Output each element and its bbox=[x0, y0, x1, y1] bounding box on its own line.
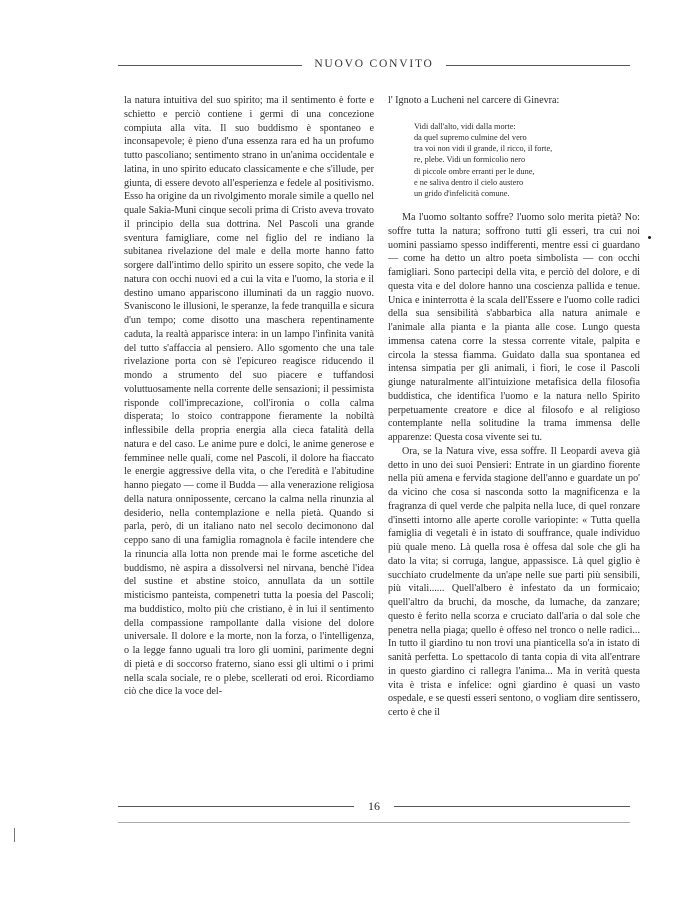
poem-intro: l' Ignoto a Lucheni nel carcere di Ginevra: bbox=[388, 95, 560, 106]
header-rule-right bbox=[446, 65, 630, 66]
header-rule-left bbox=[118, 65, 302, 66]
poem-line: re, plebe. Vidi un formicolio nero bbox=[414, 155, 526, 165]
footer-rule-left bbox=[118, 806, 354, 807]
poem-line: tra voi non vidi il grande, il ricco, il forte, bbox=[414, 144, 553, 154]
running-header bbox=[118, 54, 630, 74]
poem-line: Vidi dall'alto, vidi dalla morte: bbox=[414, 121, 516, 131]
margin-mark bbox=[648, 236, 651, 239]
footer-rule-right bbox=[394, 806, 630, 807]
right-paragraph-3: Ora, se la Natura vive, essa soffre. Il Leopardi aveva già detto in uno dei suoi Pensieri: Entrate in un giardino fiorente nella più amena e fervida stagione dell'anno e guardate un po' da vicino che cosa si nasconda sotto la magnificenza e la fragranza di quel verde che palpita nella luce, di quel ronzare d'insetti intorno alle aperte corolle variopinte: « Tutta quella famiglia di vegetali è in istato di souffrance, quale individuo più quale meno. Là quella rosa è offesa dal sole che gli ha dato la vita; si corruga, langue, appassisce. Là quel giglio è succhiato crudelmente da un'ape nelle sue parti più sensibili, più vitali...... Quell'albero è infestato da un formicaio; quell'altro da bruchi, da mosche, da lumache, da zanzare; questo è ferito nella scorza e cruciato dall'aria o dal sole che penetra nella piaga; quello è offeso nel tronco o nelle radici... In tutto il giardino tu non trovi una pianticella so'a in istato di sanità perfetta. Lo spettacolo di tanta copia di vita all'entrare in questo giardino ci rallegra l'anima... Ma in verità questa vita è trista e infelice: ogni giardino è quasi un vasto ospedale, e se questi esseri sentono, o vogliam dire sentissero, certo è che il bbox=[388, 445, 640, 719]
page-footer bbox=[118, 796, 630, 816]
binding-mark bbox=[14, 828, 15, 842]
journal-title: NUOVO CONVITO bbox=[314, 58, 434, 70]
footer-bottom-rule bbox=[118, 822, 630, 823]
poem-line: e ne saliva dentro il cielo austero bbox=[414, 177, 524, 187]
poem-line: di piccole ombre erranti per le dune, bbox=[414, 166, 535, 176]
left-column bbox=[124, 94, 374, 699]
poem-line: un grido d'infelicità comune. bbox=[414, 188, 510, 198]
right-column bbox=[388, 94, 640, 720]
left-paragraph: la natura intuitiva del suo spirito; ma il sentimento è forte e schietto e perciò contiene i germi di una concezione compiuta alla vita. Il suo buddismo è spontaneo e inconsapevole; è pieno d'una essenza rara ed ha un profumo tutto pascoliano; sentimento strano in un'anima occidentale e latina, in uno spirito educato classicamente e che s'illude, per giunta, di essere devoto all'esperienza e fedele al positivismo. Esso ha origine da un rivolgimento morale simile a quello nel quale Sakia-Muni cinque secoli prima di Cristo aveva trovato il principio della sua dottrina. Nel Pascoli una grande sventura famigliare, come nel figlio del re indiano la subitanea rivelazione del male e della morte hanno fatto sorgere dall'intimo dello spirito un essere sopito, che vede la natura con occhi nuovi ed a cui la vita e l'uomo, la storia e il destino umano appariscono illuminati da un raggio nuovo. Svaniscono le illusioni, le speranze, la fede tranquilla e sicura d'un tempo; come disotto una maschera repentinamente caduta, la realtà apparisce intera: in un lampo l'infinita vanità del tutto s'affaccia al pensiero. Allo sgomento che una tale rivelazione porta con sè l'epicureo reagisce riducendo il mondo a strumento del suo piacere e tuffandosi voluttuosamente nella corrente delle sensazioni; il pessimista risponde coll'imprecazione, coll'ironia o colla calma disperata; lo stoico contrappone fieramente la nobiltà inflessibile della propria energia alla cieca fatalità della natura e del caso. Le anime pure e dolci, le anime generose e femminee nelle quali, come nel Pascoli, il dolore ha fiaccato le energie aggressive della vita, o che l'eredità e l'abitudine hanno piegato — come il Budda — alla venerazione religiosa della natura onnipossente, cercano la calma nella rinunzia al desiderio, nella contemplazione e nella pietà. Quando si parla, però, di un italiano nato nel secolo decimonono dal ceppo sano di una famiglia romagnola è facile intendere che la rinuncia alla lotta non prende mai le forme ascetiche del buddismo, nè aspira a dissolversi nel nirvana, benchè l'idea del sustine et abstine stoico, annullata da un sottile misticismo panteista, compenetri tutta la poesia del Pascoli; ma buddistico, molto più che cristiano, è in lui il sentimento della compassione rampollante dalla visione del dolore universale. Il dolore e la morte, non la forza, o l'intelligenza, o la legge fanno uguali tra loro gli uomini, parimente degni di pietà e di soccorso fraterno, siano essi gli ultimi o i primi nella scala sociale, re o plebe, scellerati od eroi. Ricordiamo ciò che dice la voce del- bbox=[124, 95, 374, 698]
right-paragraph-2: Ma l'uomo soltanto soffre? l'uomo solo merita pietà? No: soffre tutta la natura; soffrono tutti gli esseri, tra cui noi uomini passiamo spesso indifferenti, mentre essi ci guardano — come ha detto un altro poeta simbolista — con occhi famigliari. Sono partecipi della vita, e perciò del dolore, e di questa vita e del dolore hanno una coscienza pallida e tenue. Unica e ininterrotta è la scala dell'Essere e l'uomo colle radici della sua sensibilità s'abbarbica alla natura animale e l'animale alla pianta e la pianta alle cose. Lungo questa immensa catena corre la stessa corrente vitale, palpita e circola la stessa fiamma. Guidato dalla sua spontanea ed intensa simpatia per gli animali, i fiori, le cose il Pascoli giunge naturalmente all'intuizione metafisica della filosofia buddistica, che identifica l'uomo e la natura nello Spirito perpetuamente creatore e dice al filosofo e al religioso contemplante nella solitudine la trama immensa delle apparenze: Questa cosa vivente sei tu. bbox=[388, 212, 640, 444]
poem-quotation bbox=[414, 121, 640, 199]
poem-line: da quel supremo culmine del vero bbox=[414, 132, 527, 142]
page-number: 16 bbox=[368, 798, 380, 813]
